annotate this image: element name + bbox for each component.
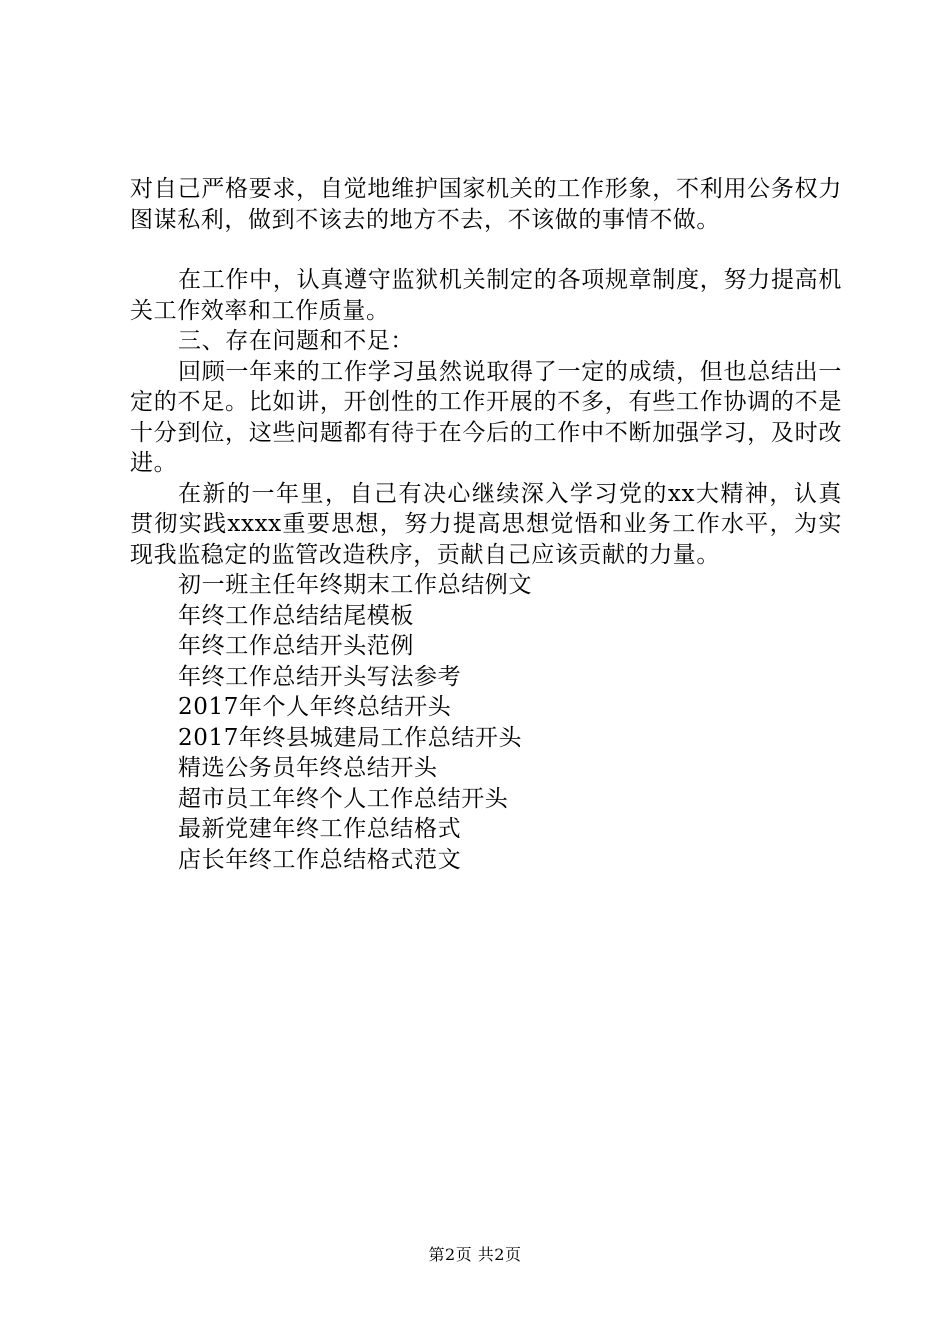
paragraph-gap <box>130 235 842 265</box>
related-articles-list <box>130 570 842 875</box>
related-article-link[interactable]: 2017年终县城建局工作总结开头 <box>178 724 523 751</box>
paragraph-4: 在新的一年里，自己有决心继续深入学习党的xx大精神，认真贯彻实践xxxx重要思想，努力提高思想觉悟和业务工作水平，为实现我监稳定的监管改造秩序，贡献自己应该贡献的力量。 <box>130 480 842 568</box>
related-article-link[interactable]: 店长年终工作总结格式范文 <box>178 846 462 873</box>
related-article-link[interactable]: 初一班主任年终期末工作总结例文 <box>178 572 532 598</box>
related-article-link[interactable]: 年终工作总结开头范例 <box>178 633 414 659</box>
paragraph-3: 回顾一年来的工作学习虽然说取得了一定的成绩，但也总结出一定的不足。比如讲，开创性的工作开展的不多，有些工作协调的不是十分到位，这些问题都有待于在今后的工作中不断加强学习，及时改进。 <box>130 358 842 476</box>
document-body <box>130 174 842 875</box>
related-article-link[interactable]: 2017年个人年终总结开头 <box>178 694 452 720</box>
related-article-link[interactable]: 超市员工年终个人工作总结开头 <box>178 785 509 812</box>
section-heading: 三、存在问题和不足： <box>178 328 414 354</box>
paragraph-2: 在工作中，认真遵守监狱机关制定的各项规章制度，努力提高机关工作效率和工作质量。 <box>130 267 842 324</box>
related-article-link[interactable]: 年终工作总结结尾模板 <box>178 602 414 629</box>
paragraph-1: 对自己严格要求，自觉地维护国家机关的工作形象，不利用公务权力图谋私利，做到不该去的地方不去，不该做的事情不做。 <box>130 176 842 233</box>
page-number-footer: 第2页 共2页 <box>428 1245 522 1264</box>
related-article-link[interactable]: 年终工作总结开头写法参考 <box>178 663 462 690</box>
related-article-link[interactable]: 精选公务员年终总结开头 <box>178 755 438 781</box>
related-article-link[interactable]: 最新党建年终工作总结格式 <box>178 816 462 842</box>
